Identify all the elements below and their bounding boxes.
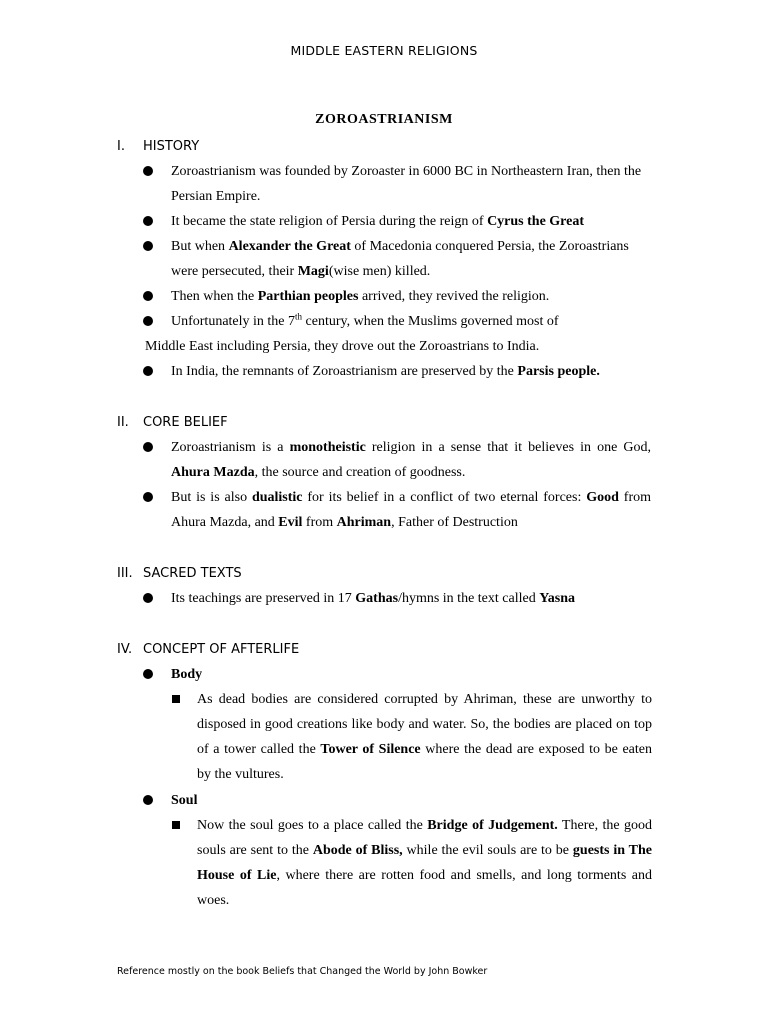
list-item: In India, the remnants of Zoroastrianism are preserved by the Parsis people.	[171, 359, 651, 384]
list-item: Zoroastrianism was founded by Zoroaster in 6000 BC in Northeastern Iran, then the Persian Empire.	[171, 159, 651, 209]
bullet-icon	[143, 669, 153, 679]
list-item: Its teachings are preserved in 17 Gathas/hymns in the text called Yasna	[171, 586, 651, 611]
page-header: MIDDLE EASTERN RELIGIONS	[290, 43, 478, 58]
list-item: Unfortunately in the 7th century, when the Muslims governed most of Middle East including Persia, they drove out the Zoroastrians to India.	[145, 311, 559, 354]
bullet-icon	[143, 442, 153, 452]
bullet-icon	[143, 216, 153, 226]
key-term: Tower of Silence	[320, 742, 421, 757]
key-term: dualistic	[251, 490, 303, 505]
section-title: CORE BELIEF	[143, 415, 228, 430]
key-term: Parsis people.	[517, 364, 600, 379]
bullet-icon	[143, 492, 153, 502]
list-item-soul	[171, 788, 651, 813]
key-term: Good	[586, 490, 619, 505]
sub-list-item: Now the soul goes to a place called the Bridge of Judgement. There, the good souls are sent to the Abode of Bliss, while the evil souls are to be guests in The House of Lie, where there are rotten food and smells, and long torments and woes.	[197, 813, 652, 913]
key-term: Ahriman	[336, 515, 392, 530]
sub-list-item: As dead bodies are considered corrupted by Ahriman, these are unworthy to disposed in good creations like body and water. So, the bodies are placed on top of a tower called the Tower of Silence where the dead are exposed to be eaten by the vultures.	[197, 687, 652, 787]
key-term: Abode of Bliss,	[312, 843, 403, 858]
bullet-icon	[143, 291, 153, 301]
section-title: HISTORY	[143, 139, 200, 154]
section-heading	[117, 562, 242, 586]
subheading: Body	[171, 667, 203, 682]
key-term: Gathas	[355, 591, 399, 606]
section-heading	[117, 411, 228, 435]
list-item-body	[171, 662, 651, 687]
section-heading	[117, 638, 299, 662]
page-footer: Reference mostly on the book Beliefs that Changed the World by John Bowker	[117, 966, 488, 977]
section-number: I.	[117, 139, 125, 154]
section-number: III.	[117, 566, 133, 581]
section-number: II.	[117, 415, 129, 430]
bullet-icon	[143, 593, 153, 603]
section-title: CONCEPT OF AFTERLIFE	[143, 642, 300, 657]
bullet-icon	[143, 795, 153, 805]
section-heading	[117, 135, 199, 159]
key-term: Ahura Mazda	[171, 465, 255, 480]
section-number: IV.	[117, 642, 133, 657]
key-term: Magi	[297, 264, 329, 279]
key-term: guests in The House of Lie	[197, 843, 652, 883]
square-bullet-icon	[172, 695, 180, 703]
bullet-icon	[143, 241, 153, 251]
key-term: monotheistic	[289, 440, 366, 455]
key-term: Alexander the Great	[228, 239, 351, 254]
key-term: Parthian peoples	[257, 289, 359, 304]
section-title: SACRED TEXTS	[143, 566, 242, 581]
bullet-icon	[143, 166, 153, 176]
square-bullet-icon	[172, 821, 180, 829]
bullet-icon	[143, 316, 153, 326]
key-term: Yasna	[539, 591, 575, 606]
key-term: Bridge of Judgement.	[427, 818, 558, 833]
list-item: But is is also dualistic for its belief in a conflict of two eternal forces: Good from Ahura Mazda, and Evil from Ahriman, Father of Destruction	[171, 485, 651, 535]
list-item: Then when the Parthian peoples arrived, they revived the religion.	[171, 284, 651, 309]
list-item: It became the state religion of Persia during the reign of Cyrus the Great	[171, 209, 651, 234]
list-item: Zoroastrianism is a monotheistic religion in a sense that it believes in one God, Ahura Mazda, the source and creation of goodness.	[171, 435, 651, 485]
list-item: But when Alexander the Great of Macedonia conquered Persia, the Zoroastrians were persecuted, their Magi(wise men) killed.	[171, 234, 651, 284]
bullet-icon	[143, 366, 153, 376]
subheading: Soul	[171, 793, 198, 808]
key-term: Cyrus the Great	[487, 214, 585, 229]
key-term: Evil	[278, 515, 303, 530]
document-title: ZOROASTRIANISM	[315, 112, 453, 127]
